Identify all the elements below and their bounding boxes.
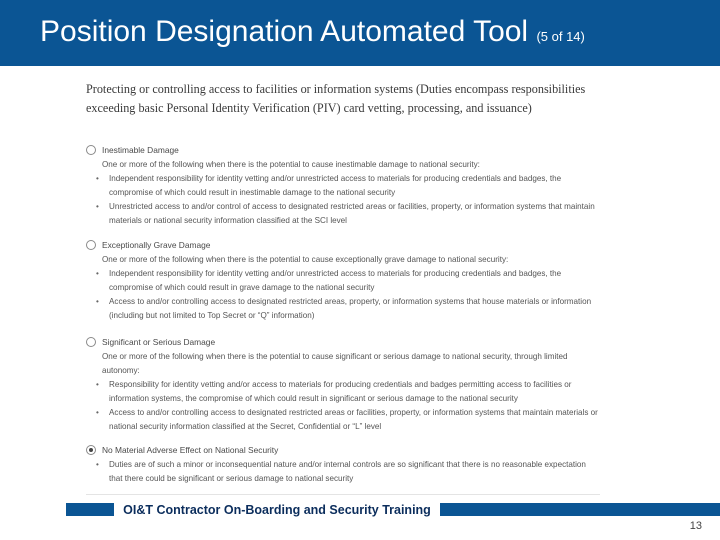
title-text: Position Designation Automated Tool bbox=[40, 15, 529, 48]
radio-no-material-adverse-effect[interactable] bbox=[86, 445, 96, 455]
option-label: Inestimable Damage bbox=[102, 145, 179, 155]
footer-label: OI&T Contractor On-Boarding and Security Training bbox=[114, 500, 440, 520]
question-text: Protecting or controlling access to facilities or information systems (Duties encompass responsibilities exceeding basic Personal Identity Verification (PIV) card vetting, processing, and issuance) bbox=[86, 82, 586, 115]
screenshot-panel bbox=[80, 74, 602, 496]
option-bullet: • Access to and/or controlling access to designated restricted areas, property, or information systems that house materials or information (including but not limited to Top Secret or “Q” information) bbox=[86, 295, 598, 323]
option-label: Significant or Serious Damage bbox=[102, 337, 216, 347]
radio-inestimable-damage[interactable] bbox=[86, 145, 96, 155]
option-inestimable-damage bbox=[86, 144, 598, 228]
option-exceptionally-grave-damage bbox=[86, 239, 598, 323]
option-label: No Material Adverse Effect on National Security bbox=[102, 445, 279, 455]
title-bar bbox=[0, 0, 720, 66]
slide-title bbox=[40, 14, 585, 55]
option-no-material-adverse-effect bbox=[86, 444, 598, 486]
option-bullet: • Unrestricted access to and/or control of access to designated restricted areas or facilities, property, or information systems that maintain materials or national security information classified at the SCI level bbox=[86, 200, 598, 228]
option-bullet: • Duties are of such a minor or inconsequential nature and/or internal controls are so significant that there is no reasonable expectation that there could be significant or serious damage to national security bbox=[86, 458, 598, 486]
radio-exceptionally-grave-damage[interactable] bbox=[86, 240, 96, 250]
option-intro: One or more of the following when there is the potential to cause exceptionally grave damage to national security: bbox=[102, 255, 509, 264]
panel-divider bbox=[86, 494, 600, 495]
page-number: 13 bbox=[689, 520, 702, 532]
option-label: Exceptionally Grave Damage bbox=[102, 240, 211, 250]
option-intro: One or more of the following when there is the potential to cause inestimable damage to national security: bbox=[102, 160, 480, 169]
option-bullet: • Independent responsibility for identity vetting and/or unrestricted access to materials for producing credentials and badges, the compromise of which could result in grave damage to the national security bbox=[86, 267, 598, 295]
radio-significant-serious-damage[interactable] bbox=[86, 337, 96, 347]
title-subtitle: (5 of 14) bbox=[536, 29, 585, 44]
option-bullet: • Responsibility for identity vetting and/or access to materials for producing credentials and badges permitting access to facilities or information systems, the compromise of which could result in significant or serious damage to the national security bbox=[86, 378, 598, 406]
option-bullet: • Independent responsibility for identity vetting and/or unrestricted access to materials for producing credentials and badges, the compromise of which could result in inestimable damage to the national security bbox=[86, 172, 598, 200]
option-bullet: • Access to and/or controlling access to designated restricted areas or facilities, property, or information systems that maintain materials or national security information classified at the Secret, Confidential or “L” level bbox=[86, 406, 598, 434]
option-intro: One or more of the following when there is the potential to cause significant or serious damage to national security, through limited autonomy: bbox=[102, 352, 568, 375]
option-significant-serious-damage bbox=[86, 336, 598, 434]
